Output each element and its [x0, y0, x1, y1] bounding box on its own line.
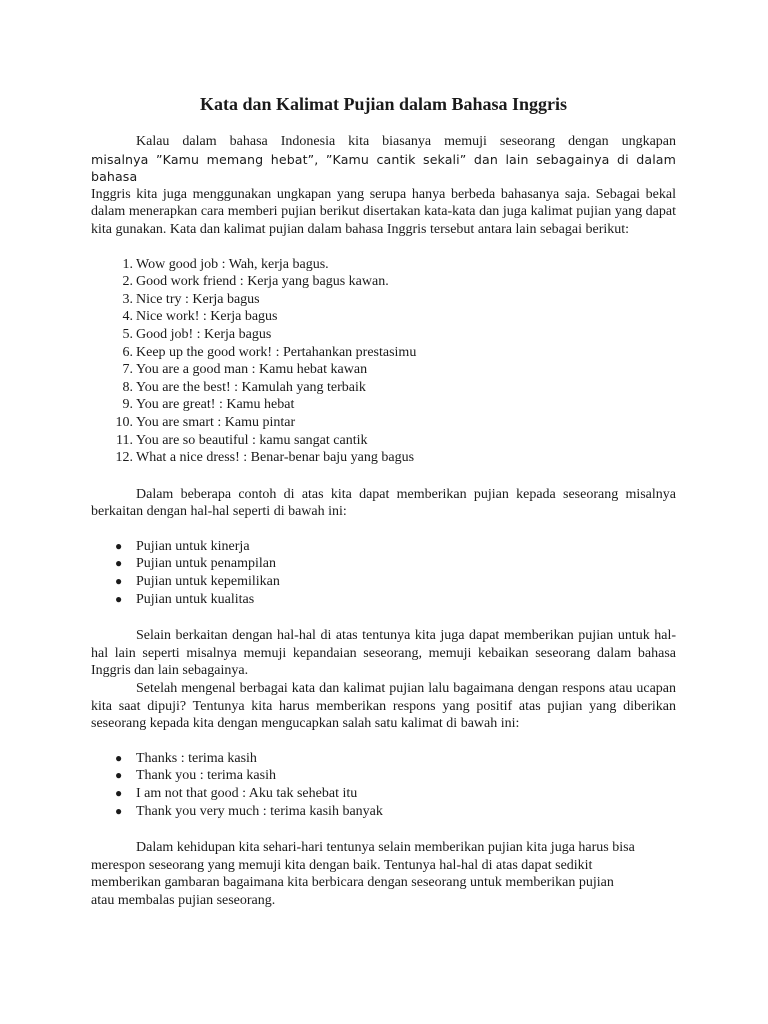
list-item-text: Pujian untuk kualitas	[136, 591, 255, 607]
list-item-text: Thank you : terima kasih	[136, 768, 276, 784]
list-item-number: 10.	[115, 414, 133, 430]
bullet-icon: ●	[115, 591, 123, 606]
list-item	[91, 785, 676, 803]
list-item-number: 6.	[122, 344, 133, 360]
list-item	[91, 803, 676, 821]
list-item	[91, 538, 676, 556]
document-title: Kata dan Kalimat Pujian dalam Bahasa Inggris	[199, 94, 568, 114]
closing-line-3: memberikan gambaran bagaimana kita berbicara dengan seseorang untuk memberikan pujian	[91, 875, 614, 891]
bullet-icon: ●	[115, 538, 123, 553]
bullet-icon: ●	[115, 574, 123, 589]
list-item-text: Good work friend : Kerja yang bagus kawan.	[136, 274, 389, 290]
list-item	[91, 414, 676, 432]
list-item-number: 12.	[115, 450, 133, 466]
list-item-text: You are so beautiful : kamu sangat cantik	[136, 432, 368, 448]
list-item-text: Keep up the good work! : Pertahankan prestasimu	[136, 344, 417, 360]
list-item-text: Thank you very much : terima kasih banyak	[136, 803, 383, 819]
other-compliments-paragraph: Selain berkaitan dengan hal-hal di atas tentunya kita juga dapat memberikan pujian untuk hal-hal lain seperti misalnya memuji kepandaian seseorang, memuji kebaikan seseorang dalam bahasa Inggris dan lain sebagainya.	[91, 628, 676, 679]
list-item-text: Nice work! : Kerja bagus	[136, 309, 278, 325]
intro-paragraph	[91, 133, 676, 239]
list-item	[91, 256, 676, 274]
list-item	[91, 326, 676, 344]
list-item-text: Good job! : Kerja bagus	[136, 326, 272, 342]
list-item-number: 7.	[122, 362, 133, 378]
closing-paragraph	[91, 839, 676, 909]
list-item	[91, 449, 676, 467]
intro-line-1: Kalau dalam bahasa Indonesia kita biasanya memuji seseorang dengan ungkapan	[136, 134, 676, 149]
list-item-text: You are great! : Kamu hebat	[136, 397, 295, 413]
list-item-number: 2.	[122, 274, 133, 290]
list-item-text: Pujian untuk kepemilikan	[136, 574, 280, 590]
list-item-text: Pujian untuk penampilan	[136, 556, 276, 572]
compliment-phrase-list	[91, 256, 676, 467]
list-item	[91, 591, 676, 609]
bullet-icon: ●	[115, 556, 123, 571]
list-item-text: Wow good job : Wah, kerja bagus.	[136, 256, 329, 272]
intro-rest: Inggris kita juga menggunakan ungkapan yang serupa hanya berbeda bahasanya saja. Sebagai bekal dalam menerapkan cara memberi pujian berikut disertakan kata-kata dan juga kalimat pujian yang dapat kita gunakan. Kata dan kalimat pujian dalam bahasa Inggris tersebut antara lain sebagai berikut:	[91, 186, 676, 237]
list-item-text: Thanks : terima kasih	[136, 750, 257, 766]
bullet-icon: ●	[115, 803, 123, 818]
compliment-category-list	[91, 538, 676, 608]
list-item	[91, 291, 676, 309]
list-item-number: 5.	[122, 326, 133, 342]
closing-line-4: atau membalas pujian seseorang.	[91, 892, 276, 908]
list-item-number: 3.	[122, 291, 133, 307]
bullet-icon: ●	[115, 786, 123, 800]
responses-intro-paragraph: Setelah mengenal berbagai kata dan kalimat pujian lalu bagaimana dengan respons atau ucapan kita saat dipuji? Tentunya kita harus memberikan respons yang positif atas pujian yang diberikan seseorang kepada kita dengan mengucapkan salah satu kalimat di bawah ini:	[91, 681, 676, 732]
list-item	[91, 379, 676, 397]
list-item-text: You are a good man : Kamu hebat kawan	[136, 362, 368, 378]
list-item-text: I am not that good : Aku tak sehebat itu	[136, 786, 358, 801]
list-item	[91, 767, 676, 785]
closing-line-1: Dalam kehidupan kita sehari-hari tentunya selain memberikan pujian kita juga harus bisa	[136, 840, 635, 856]
bullet-icon: ●	[115, 750, 123, 765]
list-item-number: 4.	[122, 309, 133, 325]
list-item	[91, 344, 676, 362]
list-item	[91, 273, 676, 291]
list-item-number: 9.	[122, 397, 133, 413]
list-item-text: You are smart : Kamu pintar	[136, 414, 296, 430]
list-item-text: Pujian untuk kinerja	[136, 538, 250, 554]
intro-line-2: misalnya ”Kamu memang hebat”, ”Kamu cantik sekali” dan lain sebagainya di dalam bahasa	[91, 151, 676, 185]
list-item	[91, 750, 676, 768]
bullet-icon: ●	[115, 768, 123, 783]
response-list	[91, 750, 676, 820]
list-item-number: 1.	[122, 256, 133, 272]
list-item	[91, 573, 676, 591]
list-item	[91, 308, 676, 326]
examples-paragraph: Dalam beberapa contoh di atas kita dapat memberikan pujian kepada seseorang misalnya berkaitan dengan hal-hal seperti di bawah ini:	[91, 486, 676, 520]
list-item	[91, 361, 676, 379]
closing-line-2: merespon seseorang yang memuji kita dengan baik. Tentunya hal-hal di atas dapat sedikit	[91, 857, 593, 873]
list-item-text: What a nice dress! : Benar-benar baju yang bagus	[136, 450, 415, 466]
list-item-number: 11.	[116, 432, 133, 448]
list-item-number: 8.	[122, 379, 133, 395]
list-item	[91, 555, 676, 573]
list-item	[91, 396, 676, 414]
list-item	[91, 432, 676, 450]
list-item-text: Nice try : Kerja bagus	[136, 291, 260, 307]
list-item-text: You are the best! : Kamulah yang terbaik	[136, 379, 366, 395]
